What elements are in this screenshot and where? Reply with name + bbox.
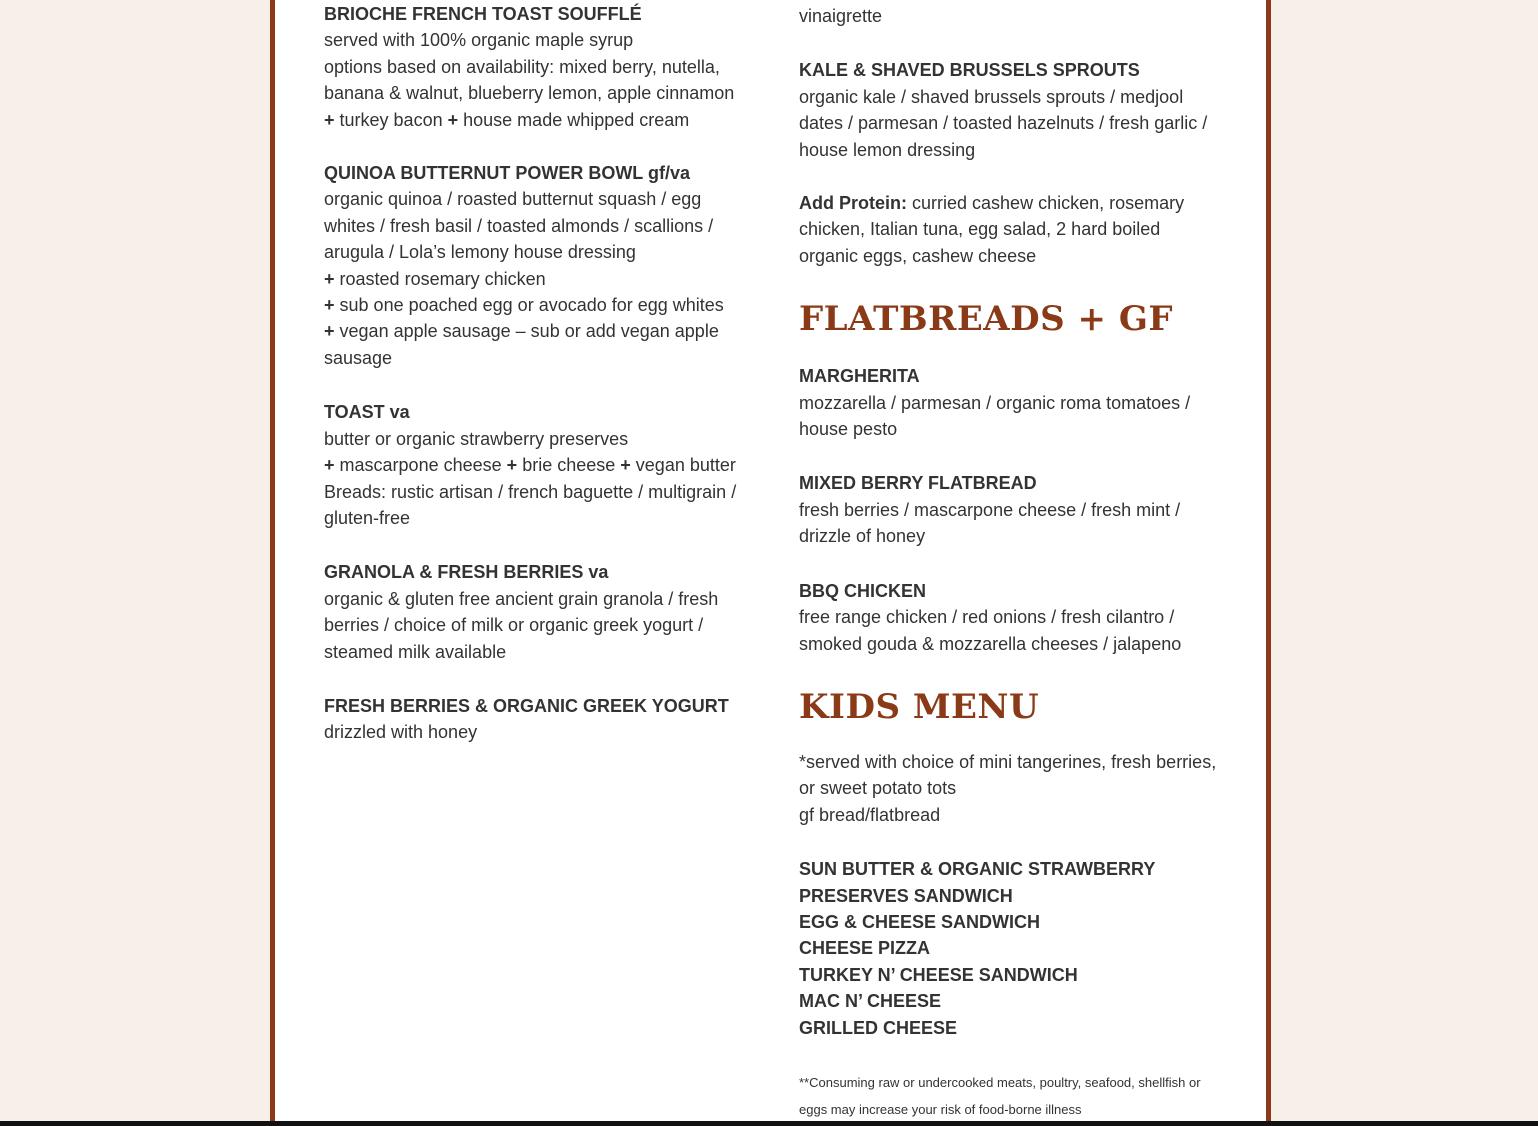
plus-icon: + <box>324 295 335 316</box>
item-title: MIXED BERRY FLATBREAD <box>799 473 1037 494</box>
item-addon <box>324 266 744 292</box>
item-description: free range chicken / red onions / fresh cilantro / smoked gouda & mozzarella cheeses / jalapeno <box>799 607 1182 654</box>
menu-item-bbq-chicken <box>799 578 1219 657</box>
kids-item: SUN BUTTER & ORGANIC STRAWBERRY PRESERVES SANDWICH <box>799 859 1156 906</box>
add-protein <box>799 190 1219 269</box>
item-description: served with 100% organic maple syrup <box>324 30 634 51</box>
kids-item: CHEESE PIZZA <box>799 938 931 959</box>
kids-items <box>799 856 1219 1041</box>
plus-icon: + <box>324 268 335 289</box>
food-safety-disclaimer: **Consuming raw or undercooked meats, poultry, seafood, shellfish or eggs may increase your risk of food-borne illness <box>799 1074 1201 1117</box>
item-title: FRESH BERRIES & ORGANIC GREEK YOGURT <box>324 695 729 716</box>
add-protein-options: curried cashew chicken, rosemary chicken, Italian tuna, egg salad, 2 hard boiled organic eggs, cashew cheese <box>799 193 1185 266</box>
left-column <box>324 0 744 746</box>
menu-item-brioche <box>324 0 744 133</box>
addon: brie cheese <box>522 455 616 476</box>
addon: vegan butter <box>635 455 736 476</box>
item-description: butter or organic strawberry preserves <box>324 428 629 449</box>
item-title: MARGHERITA <box>799 366 920 387</box>
item-description: drizzled with honey <box>324 722 478 743</box>
menu-item-quinoa <box>324 160 744 371</box>
section-heading-kids-menu: KIDS MENU <box>799 686 1040 727</box>
item-description: mozzarella / parmesan / organic roma tomatoes / house pesto <box>799 392 1191 440</box>
addon: turkey bacon <box>339 109 443 130</box>
item-title: QUINOA BUTTERNUT POWER BOWL gf/va <box>324 163 690 184</box>
item-description: fresh berries / mascarpone cheese / fresh mint / drizzle of honey <box>799 499 1181 547</box>
menu-item-toast <box>324 399 744 531</box>
item-breads: Breads: rustic artisan / french baguette / multigrain / gluten-free <box>324 481 737 528</box>
addon: sub one poached egg or avocado for egg whites <box>339 295 724 316</box>
item-title: KALE & SHAVED BRUSSELS SPROUTS <box>799 60 1140 81</box>
addon: roasted rosemary chicken <box>339 268 546 289</box>
item-description: organic quinoa / roasted butternut squash / egg whites / fresh basil / toasted almonds / scallions / arugula / Lola’s lemony house dressing <box>324 189 714 263</box>
menu-item-berries-yogurt <box>324 693 744 746</box>
item-addon <box>324 292 744 318</box>
addon: mascarpone cheese <box>339 455 502 476</box>
kids-note: gf bread/flatbread <box>799 804 941 825</box>
menu-page <box>270 0 1271 1121</box>
plus-icon: + <box>620 455 631 476</box>
menu-item-mixed-berry <box>799 470 1219 549</box>
plus-icon: + <box>324 321 335 342</box>
menu-item-kale <box>799 57 1219 163</box>
item-options: options based on availability: mixed berry, nutella, banana & walnut, blueberry lemon, apple cinnamon <box>324 56 735 104</box>
kids-item: GRILLED CHEESE <box>799 1017 958 1038</box>
plus-icon: + <box>506 455 518 476</box>
right-column <box>799 0 1219 1123</box>
section-heading-flatbreads: FLATBREADS + GF <box>799 299 1174 340</box>
item-title: BBQ CHICKEN <box>799 580 927 601</box>
item-title: BRIOCHE FRENCH TOAST SOUFFLÉ <box>324 4 642 24</box>
item-addons <box>324 452 744 478</box>
kids-item: MAC N’ CHEESE <box>799 991 942 1012</box>
item-description-fragment: vinaigrette <box>799 6 883 26</box>
item-addon <box>324 318 744 371</box>
item-addons <box>324 107 744 133</box>
kids-item: EGG & CHEESE SANDWICH <box>799 911 1041 932</box>
kids-item: TURKEY N’ CHEESE SANDWICH <box>799 964 1078 985</box>
kids-note: *served with choice of mini tangerines, fresh berries, or sweet potato tots <box>799 751 1217 799</box>
item-description: organic kale / shaved brussels sprouts / medjool dates / parmesan / toasted hazelnuts / fresh garlic / house lemon dressing <box>799 86 1208 160</box>
plus-icon: + <box>447 109 459 130</box>
menu-item-granola <box>324 559 744 665</box>
kids-notes <box>799 749 1219 828</box>
add-protein-label: Add Protein: <box>799 193 907 214</box>
item-description: organic & gluten free ancient grain granola / fresh berries / choice of milk or organic greek yogurt / steamed milk available <box>324 588 719 662</box>
plus-icon: + <box>324 455 335 476</box>
item-title: TOAST va <box>324 402 410 423</box>
item-title: GRANOLA & FRESH BERRIES va <box>324 562 609 583</box>
addon: house made whipped cream <box>463 109 690 130</box>
bottom-divider <box>0 1121 1538 1126</box>
addon: vegan apple sausage – sub or add vegan apple sausage <box>324 321 719 368</box>
menu-item-margherita <box>799 363 1219 442</box>
plus-icon: + <box>324 109 335 130</box>
